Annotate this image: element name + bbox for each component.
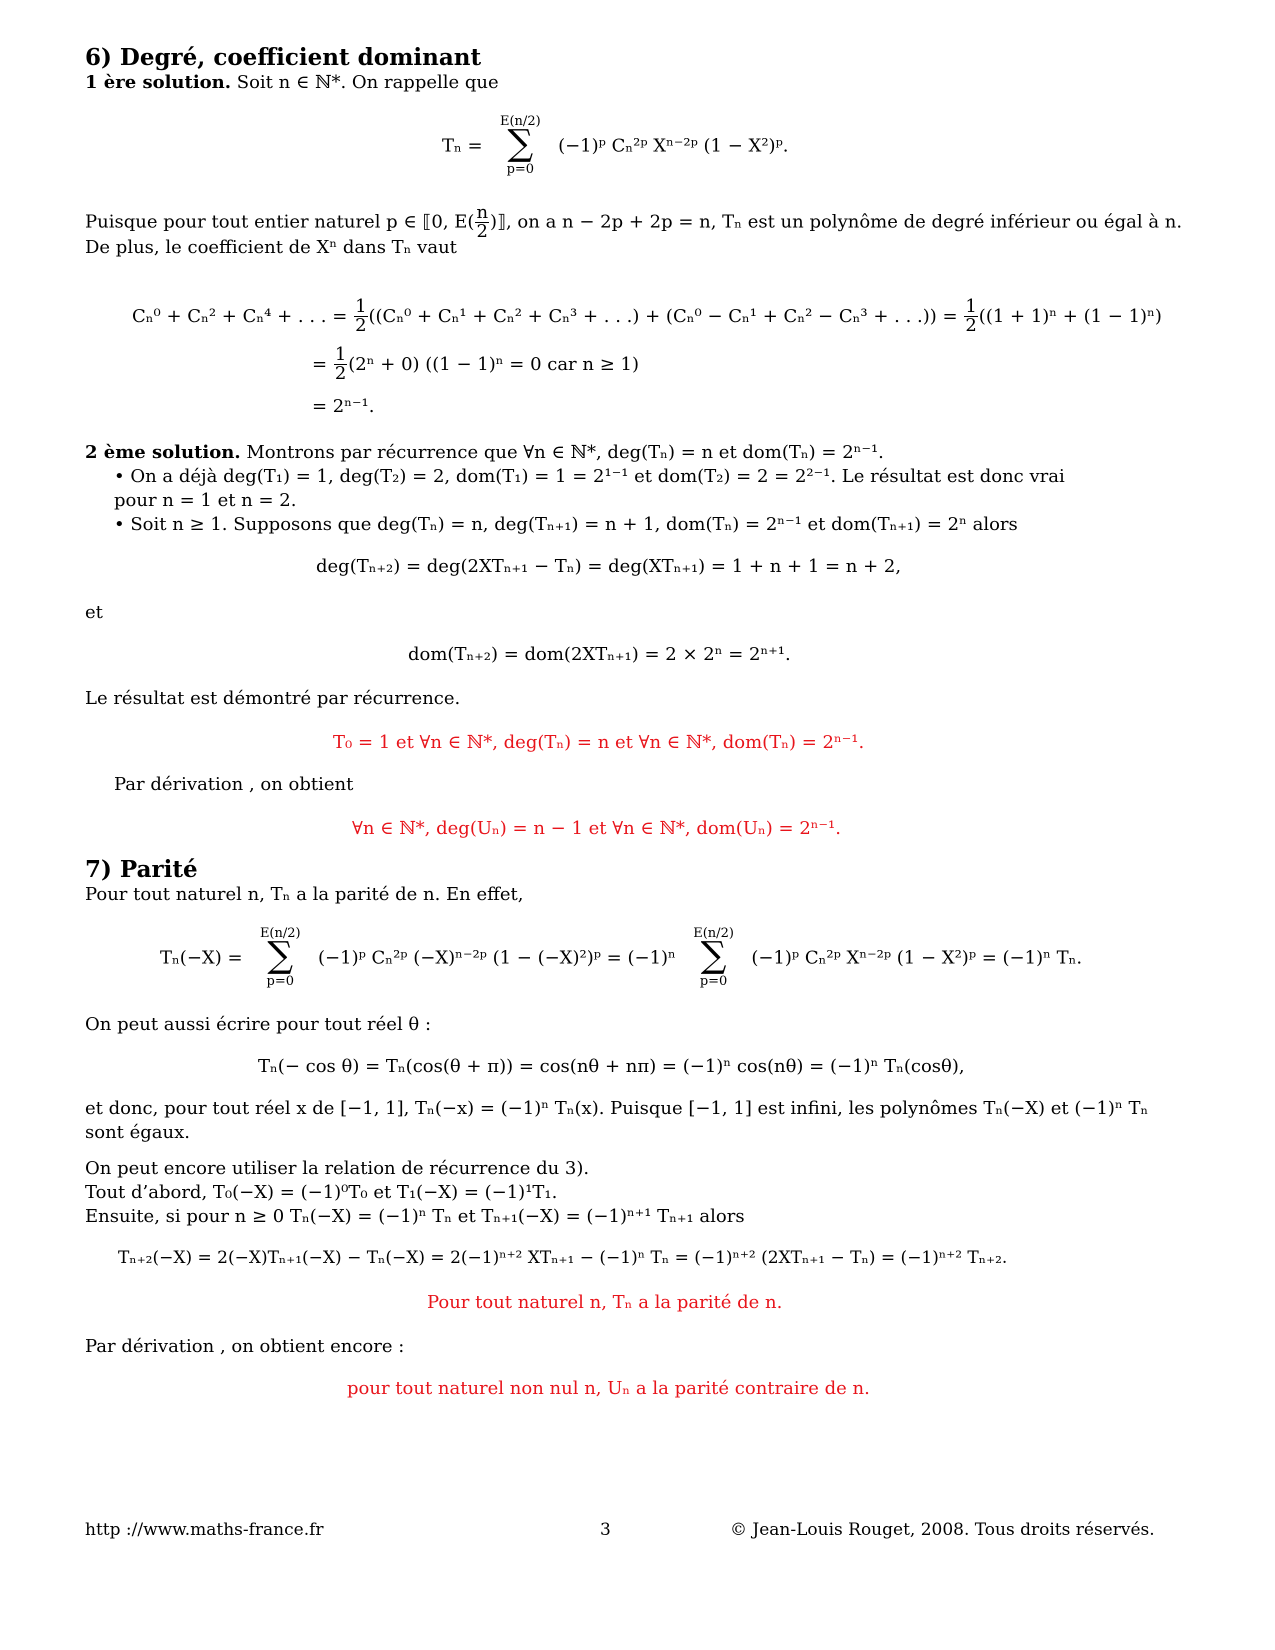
half-num-2: 1 bbox=[965, 296, 977, 317]
sigma-icon: ∑ bbox=[700, 935, 727, 976]
sum-lower-bound-3: p=0 bbox=[699, 974, 728, 989]
sum-upper-bound: E(n/2) bbox=[500, 114, 541, 129]
paragraph-donc-line-2: sont égaux. bbox=[85, 1122, 190, 1143]
equation-cosine-parity: Tₙ(− cos θ) = Tₙ(cos(θ + π)) = cos(nθ + nπ) = (−1)ⁿ cos(nθ) = (−1)ⁿ Tₙ(cosθ), bbox=[258, 1056, 965, 1077]
solution-1-line bbox=[85, 72, 499, 94]
coefficient-line-3: = 2ⁿ⁻¹. bbox=[312, 396, 375, 417]
solution-2-line bbox=[85, 442, 884, 464]
parity-intro: Pour tout naturel n, Tₙ a la parité de n. En effet, bbox=[85, 884, 524, 905]
half-num: 1 bbox=[355, 296, 367, 317]
coef-line1-b: ((Cₙ⁰ + Cₙ¹ + Cₙ² + Cₙ³ + . . .) + (Cₙ⁰ − Cₙ¹ + Cₙ² − Cₙ³ + . . .)) = bbox=[368, 306, 958, 327]
bullet-1-line-a: • On a déjà deg(T₁) = 1, deg(T₂) = 2, dom(T₁) = 1 = 2¹⁻¹ et dom(T₂) = 2 = 2²⁻¹. Le résultat est donc vrai bbox=[114, 466, 1065, 487]
parity-rhs: (−1)ᵖ Cₙ²ᵖ Xⁿ⁻²ᵖ (1 − X²)ᵖ = (−1)ⁿ Tₙ. bbox=[751, 947, 1083, 969]
equation-degree-recurrence: deg(Tₙ₊₂) = deg(2XTₙ₊₁ − Tₙ) = deg(XTₙ₊₁) = 1 + n + 1 = n + 2, bbox=[316, 556, 902, 577]
parity-lhs: Tₙ(−X) = bbox=[160, 947, 243, 969]
p1-part-a: Puisque pour tout entier naturel p ∈ ⟦0, E( bbox=[85, 211, 475, 233]
half-num-3: 1 bbox=[334, 344, 347, 365]
recurrence-line-3: Ensuite, si pour n ≥ 0 Tₙ(−X) = (−1)ⁿ Tₙ et Tₙ₊₁(−X) = (−1)ⁿ⁺¹ Tₙ₊₁ alors bbox=[85, 1206, 745, 1227]
sum-symbol-3 bbox=[686, 926, 742, 990]
solution-1-text: Soit n ∈ ℕ*. On rappelle que bbox=[231, 72, 499, 93]
solution-2-label: 2 ème solution. bbox=[85, 442, 241, 463]
coef-line2-a: = bbox=[312, 354, 328, 375]
parity-mid: (−1)ᵖ Cₙ²ᵖ (−X)ⁿ⁻²ᵖ (1 − (−X)²)ᵖ = (−1)ⁿ bbox=[318, 947, 676, 969]
paragraph-coefficient: De plus, le coefficient de Xⁿ dans Tₙ vaut bbox=[85, 237, 457, 258]
solution-1-label: 1 ère solution. bbox=[85, 72, 232, 93]
paragraph-donc-line-1: et donc, pour tout réel x de [−1, 1], Tₙ(−x) = (−1)ⁿ Tₙ(x). Puisque [−1, 1] est infini, les polynômes Tₙ(−X) et (−1)ⁿ Tₙ bbox=[85, 1098, 1149, 1119]
result-parity-tn: Pour tout naturel n, Tₙ a la parité de n. bbox=[427, 1292, 783, 1313]
fraction-n-over-2 bbox=[475, 204, 489, 241]
conclusion-recurrence: Le résultat est démontré par récurrence. bbox=[85, 688, 461, 709]
bullet-1-line-b: pour n = 1 et n = 2. bbox=[114, 490, 297, 511]
coefficient-line-2 bbox=[312, 346, 639, 383]
bullet-2: • Soit n ≥ 1. Supposons que deg(Tₙ) = n, deg(Tₙ₊₁) = n + 1, dom(Tₙ) = 2ⁿ⁻¹ et dom(Tₙ₊₁) = 2ⁿ alors bbox=[114, 514, 1018, 535]
eq1-lhs: Tₙ = bbox=[442, 135, 483, 157]
result-un-degree: ∀n ∈ ℕ*, deg(Uₙ) = n − 1 et ∀n ∈ ℕ*, dom(Uₙ) = 2ⁿ⁻¹. bbox=[352, 818, 841, 839]
footer-page-number: 3 bbox=[600, 1520, 611, 1540]
half-den: 2 bbox=[355, 315, 367, 336]
sum-symbol bbox=[492, 114, 548, 178]
equation-parity-recurrence: Tₙ₊₂(−X) = 2(−X)Tₙ₊₁(−X) − Tₙ(−X) = 2(−1)ⁿ⁺² XTₙ₊₁ − (−1)ⁿ Tₙ = (−1)ⁿ⁺² (2XTₙ₊₁ − Tₙ) = (−1)ⁿ⁺² Tₙ₊₂. bbox=[118, 1248, 1008, 1268]
equation-parity-sum bbox=[160, 926, 1082, 990]
paragraph-degree bbox=[85, 204, 1182, 241]
fraction-denominator: 2 bbox=[476, 221, 488, 242]
result-degree-dominant: T₀ = 1 et ∀n ∈ ℕ*, deg(Tₙ) = n et ∀n ∈ ℕ*, dom(Tₙ) = 2ⁿ⁻¹. bbox=[333, 732, 865, 753]
sigma-icon: ∑ bbox=[507, 123, 534, 164]
coef-line2-b: (2ⁿ + 0) ((1 − 1)ⁿ = 0 car n ≥ 1) bbox=[348, 354, 639, 375]
coef-line1-c: ((1 + 1)ⁿ + (1 − 1)ⁿ) bbox=[978, 306, 1162, 327]
fraction-numerator: n bbox=[476, 202, 489, 223]
solution-2-text: Montrons par récurrence que ∀n ∈ ℕ*, deg(Tₙ) = n et dom(Tₙ) = 2ⁿ⁻¹. bbox=[240, 442, 884, 463]
equation-tn-sum bbox=[442, 114, 788, 178]
sigma-icon: ∑ bbox=[267, 935, 294, 976]
recurrence-line-1: On peut encore utiliser la relation de récurrence du 3). bbox=[85, 1158, 590, 1179]
section-6-title: 6) Degré, coefficient dominant bbox=[85, 44, 482, 71]
fraction-half-3 bbox=[334, 346, 347, 383]
recurrence-line-2: Tout d’abord, T₀(−X) = (−1)⁰T₀ et T₁(−X) = (−1)¹T₁. bbox=[85, 1182, 558, 1203]
fraction-half bbox=[354, 298, 367, 335]
half-den-2: 2 bbox=[965, 315, 977, 336]
sum-upper-bound-2: E(n/2) bbox=[259, 926, 301, 941]
sum-symbol-2 bbox=[252, 926, 308, 990]
sum-lower-bound-2: p=0 bbox=[266, 974, 295, 989]
footer-copyright: © Jean-Louis Rouget, 2008. Tous droits réservés. bbox=[730, 1520, 1155, 1540]
sum-upper-bound-3: E(n/2) bbox=[693, 926, 734, 941]
half-den-3: 2 bbox=[334, 363, 347, 384]
eq1-rhs: (−1)ᵖ Cₙ²ᵖ Xⁿ⁻²ᵖ (1 − X²)ᵖ. bbox=[558, 135, 789, 157]
coefficient-line-1 bbox=[132, 298, 1162, 335]
theta-intro: On peut aussi écrire pour tout réel θ : bbox=[85, 1014, 432, 1035]
derivation-intro-2: Par dérivation , on obtient encore : bbox=[85, 1336, 405, 1357]
fraction-half-2 bbox=[964, 298, 977, 335]
footer-url[interactable]: http ://www.maths-france.fr bbox=[85, 1520, 324, 1540]
p1-part-b: )⟧, on a n − 2p + 2p = n, Tₙ est un polynôme de degré inférieur ou égal à n. bbox=[490, 211, 1183, 233]
derivation-intro: Par dérivation , on obtient bbox=[114, 774, 354, 795]
equation-dom-recurrence: dom(Tₙ₊₂) = dom(2XTₙ₊₁) = 2 × 2ⁿ = 2ⁿ⁺¹. bbox=[408, 644, 791, 665]
coef-line1-a: Cₙ⁰ + Cₙ² + Cₙ⁴ + . . . = bbox=[132, 306, 348, 327]
sum-lower-bound: p=0 bbox=[506, 162, 535, 177]
result-parity-un: pour tout naturel non nul n, Uₙ a la parité contraire de n. bbox=[347, 1378, 870, 1399]
et-connector: et bbox=[85, 602, 103, 623]
section-7-title: 7) Parité bbox=[85, 856, 198, 883]
